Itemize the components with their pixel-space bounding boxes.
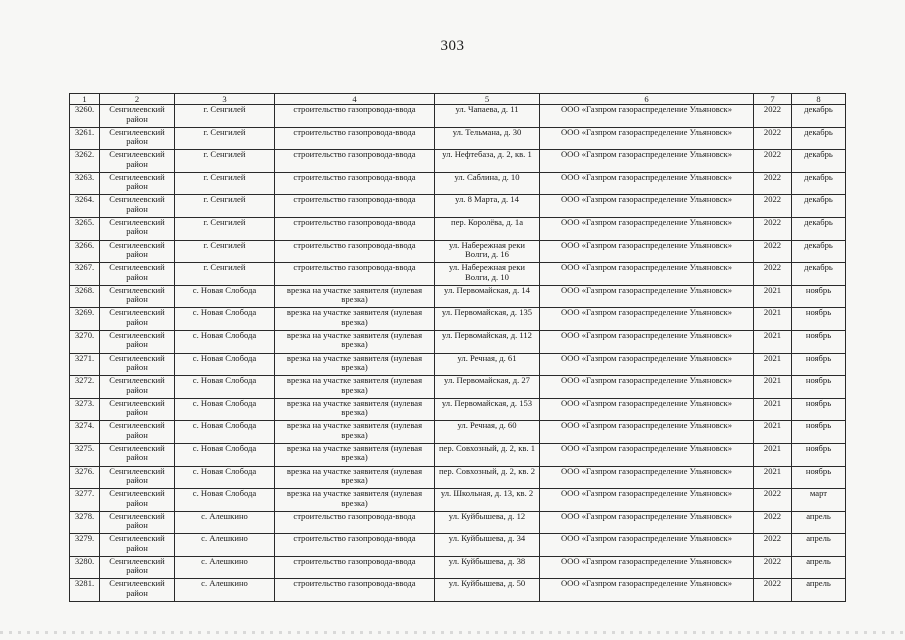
column-header: 4: [275, 94, 435, 105]
organization-cell: ООО «Газпром газораспределение Ульяновск»: [540, 534, 754, 557]
month-cell: ноябрь: [792, 330, 846, 353]
organization-cell: ООО «Газпром газораспределение Ульяновск»: [540, 285, 754, 308]
year-cell: 2022: [754, 105, 792, 128]
year-cell: 2021: [754, 421, 792, 444]
locality-cell: г. Сенгилей: [175, 127, 275, 150]
district-cell: Сенгилеевский район: [100, 263, 175, 286]
year-cell: 2022: [754, 217, 792, 240]
district-cell: Сенгилеевский район: [100, 353, 175, 376]
month-cell: декабрь: [792, 240, 846, 263]
month-cell: декабрь: [792, 195, 846, 218]
scan-artifact: [0, 631, 905, 634]
row-number: 3278.: [70, 511, 100, 534]
district-cell: Сенгилеевский район: [100, 150, 175, 173]
work-type-cell: врезка на участке заявителя (нулевая врезка): [275, 285, 435, 308]
month-cell: ноябрь: [792, 466, 846, 489]
locality-cell: г. Сенгилей: [175, 240, 275, 263]
year-cell: 2021: [754, 376, 792, 399]
locality-cell: г. Сенгилей: [175, 105, 275, 128]
work-type-cell: врезка на участке заявителя (нулевая врезка): [275, 353, 435, 376]
table-row: [70, 556, 846, 579]
month-cell: апрель: [792, 511, 846, 534]
locality-cell: г. Сенгилей: [175, 172, 275, 195]
row-number: 3260.: [70, 105, 100, 128]
organization-cell: ООО «Газпром газораспределение Ульяновск»: [540, 217, 754, 240]
table-row: [70, 263, 846, 286]
table-row: [70, 353, 846, 376]
year-cell: 2021: [754, 466, 792, 489]
locality-cell: с. Новая Слобода: [175, 489, 275, 512]
address-cell: пер. Совхозный, д. 2, кв. 2: [435, 466, 540, 489]
district-cell: Сенгилеевский район: [100, 511, 175, 534]
district-cell: Сенгилеевский район: [100, 398, 175, 421]
row-number: 3274.: [70, 421, 100, 444]
year-cell: 2021: [754, 353, 792, 376]
district-cell: Сенгилеевский район: [100, 195, 175, 218]
table-row: [70, 150, 846, 173]
row-number: 3267.: [70, 263, 100, 286]
column-header: 1: [70, 94, 100, 105]
month-cell: декабрь: [792, 150, 846, 173]
organization-cell: ООО «Газпром газораспределение Ульяновск»: [540, 466, 754, 489]
work-type-cell: строительство газопровода-ввода: [275, 172, 435, 195]
address-cell: пер. Совхозный, д. 2, кв. 1: [435, 443, 540, 466]
address-cell: ул. Речная, д. 61: [435, 353, 540, 376]
organization-cell: ООО «Газпром газораспределение Ульяновск»: [540, 421, 754, 444]
month-cell: декабрь: [792, 217, 846, 240]
address-cell: ул. Набережная реки Волги, д. 16: [435, 240, 540, 263]
table-row: [70, 308, 846, 331]
year-cell: 2022: [754, 534, 792, 557]
locality-cell: с. Новая Слобода: [175, 421, 275, 444]
work-type-cell: врезка на участке заявителя (нулевая врезка): [275, 330, 435, 353]
column-header: 6: [540, 94, 754, 105]
locality-cell: с. Новая Слобода: [175, 443, 275, 466]
organization-cell: ООО «Газпром газораспределение Ульяновск»: [540, 579, 754, 602]
address-cell: ул. Куйбышева, д. 50: [435, 579, 540, 602]
work-type-cell: строительство газопровода-ввода: [275, 105, 435, 128]
district-cell: Сенгилеевский район: [100, 376, 175, 399]
table-row: [70, 105, 846, 128]
work-type-cell: врезка на участке заявителя (нулевая врезка): [275, 489, 435, 512]
work-type-cell: строительство газопровода-ввода: [275, 511, 435, 534]
year-cell: 2022: [754, 150, 792, 173]
organization-cell: ООО «Газпром газораспределение Ульяновск»: [540, 511, 754, 534]
row-number: 3263.: [70, 172, 100, 195]
address-cell: ул. Речная, д. 60: [435, 421, 540, 444]
table-row: [70, 579, 846, 602]
district-cell: Сенгилеевский район: [100, 579, 175, 602]
organization-cell: ООО «Газпром газораспределение Ульяновск»: [540, 308, 754, 331]
work-type-cell: врезка на участке заявителя (нулевая врезка): [275, 421, 435, 444]
month-cell: декабрь: [792, 263, 846, 286]
table-row: [70, 240, 846, 263]
locality-cell: с. Алешкино: [175, 579, 275, 602]
year-cell: 2022: [754, 511, 792, 534]
work-type-cell: строительство газопровода-ввода: [275, 150, 435, 173]
registry-table: [69, 93, 846, 602]
column-header: 7: [754, 94, 792, 105]
row-number: 3275.: [70, 443, 100, 466]
table-row: [70, 376, 846, 399]
organization-cell: ООО «Газпром газораспределение Ульяновск»: [540, 556, 754, 579]
work-type-cell: врезка на участке заявителя (нулевая врезка): [275, 308, 435, 331]
table-row: [70, 330, 846, 353]
work-type-cell: врезка на участке заявителя (нулевая врезка): [275, 443, 435, 466]
month-cell: ноябрь: [792, 376, 846, 399]
table-row: [70, 466, 846, 489]
address-cell: ул. Первомайская, д. 112: [435, 330, 540, 353]
row-number: 3270.: [70, 330, 100, 353]
locality-cell: с. Новая Слобода: [175, 330, 275, 353]
organization-cell: ООО «Газпром газораспределение Ульяновск»: [540, 376, 754, 399]
month-cell: декабрь: [792, 172, 846, 195]
year-cell: 2021: [754, 285, 792, 308]
month-cell: ноябрь: [792, 398, 846, 421]
table-row: [70, 217, 846, 240]
table-row: [70, 127, 846, 150]
page-number: 303: [440, 38, 465, 54]
organization-cell: ООО «Газпром газораспределение Ульяновск»: [540, 195, 754, 218]
district-cell: Сенгилеевский район: [100, 421, 175, 444]
address-cell: ул. Куйбышева, д. 34: [435, 534, 540, 557]
row-number: 3276.: [70, 466, 100, 489]
month-cell: март: [792, 489, 846, 512]
address-cell: ул. Первомайская, д. 14: [435, 285, 540, 308]
row-number: 3268.: [70, 285, 100, 308]
year-cell: 2021: [754, 443, 792, 466]
locality-cell: г. Сенгилей: [175, 217, 275, 240]
table-row: [70, 534, 846, 557]
row-number: 3272.: [70, 376, 100, 399]
address-cell: ул. Первомайская, д. 27: [435, 376, 540, 399]
row-number: 3279.: [70, 534, 100, 557]
organization-cell: ООО «Газпром газораспределение Ульяновск»: [540, 330, 754, 353]
month-cell: декабрь: [792, 105, 846, 128]
row-number: 3262.: [70, 150, 100, 173]
organization-cell: ООО «Газпром газораспределение Ульяновск»: [540, 172, 754, 195]
column-header: 5: [435, 94, 540, 105]
year-cell: 2021: [754, 398, 792, 421]
row-number: 3277.: [70, 489, 100, 512]
district-cell: Сенгилеевский район: [100, 217, 175, 240]
row-number: 3271.: [70, 353, 100, 376]
organization-cell: ООО «Газпром газораспределение Ульяновск»: [540, 105, 754, 128]
address-cell: ул. Набережная реки Волги, д. 10: [435, 263, 540, 286]
work-type-cell: врезка на участке заявителя (нулевая врезка): [275, 376, 435, 399]
table-header-row: [70, 94, 846, 105]
district-cell: Сенгилеевский район: [100, 240, 175, 263]
district-cell: Сенгилеевский район: [100, 534, 175, 557]
row-number: 3264.: [70, 195, 100, 218]
month-cell: апрель: [792, 556, 846, 579]
column-header: 8: [792, 94, 846, 105]
locality-cell: с. Новая Слобода: [175, 308, 275, 331]
organization-cell: ООО «Газпром газораспределение Ульяновск»: [540, 398, 754, 421]
year-cell: 2022: [754, 127, 792, 150]
locality-cell: с. Алешкино: [175, 511, 275, 534]
work-type-cell: строительство газопровода-ввода: [275, 195, 435, 218]
district-cell: Сенгилеевский район: [100, 105, 175, 128]
district-cell: Сенгилеевский район: [100, 127, 175, 150]
locality-cell: г. Сенгилей: [175, 263, 275, 286]
work-type-cell: строительство газопровода-ввода: [275, 240, 435, 263]
row-number: 3280.: [70, 556, 100, 579]
year-cell: 2022: [754, 172, 792, 195]
organization-cell: ООО «Газпром газораспределение Ульяновск»: [540, 263, 754, 286]
row-number: 3261.: [70, 127, 100, 150]
month-cell: ноябрь: [792, 285, 846, 308]
work-type-cell: врезка на участке заявителя (нулевая врезка): [275, 466, 435, 489]
district-cell: Сенгилеевский район: [100, 556, 175, 579]
locality-cell: с. Новая Слобода: [175, 398, 275, 421]
locality-cell: с. Новая Слобода: [175, 285, 275, 308]
address-cell: ул. Школьная, д. 13, кв. 2: [435, 489, 540, 512]
work-type-cell: врезка на участке заявителя (нулевая врезка): [275, 398, 435, 421]
work-type-cell: строительство газопровода-ввода: [275, 579, 435, 602]
district-cell: Сенгилеевский район: [100, 308, 175, 331]
month-cell: апрель: [792, 579, 846, 602]
organization-cell: ООО «Газпром газораспределение Ульяновск»: [540, 127, 754, 150]
work-type-cell: строительство газопровода-ввода: [275, 534, 435, 557]
row-number: 3265.: [70, 217, 100, 240]
district-cell: Сенгилеевский район: [100, 466, 175, 489]
month-cell: ноябрь: [792, 421, 846, 444]
district-cell: Сенгилеевский район: [100, 285, 175, 308]
year-cell: 2021: [754, 308, 792, 331]
locality-cell: с. Новая Слобода: [175, 466, 275, 489]
locality-cell: г. Сенгилей: [175, 195, 275, 218]
row-number: 3281.: [70, 579, 100, 602]
address-cell: ул. Чапаева, д. 11: [435, 105, 540, 128]
address-cell: пер. Королёва, д. 1а: [435, 217, 540, 240]
organization-cell: ООО «Газпром газораспределение Ульяновск»: [540, 353, 754, 376]
work-type-cell: строительство газопровода-ввода: [275, 217, 435, 240]
organization-cell: ООО «Газпром газораспределение Ульяновск»: [540, 240, 754, 263]
locality-cell: с. Алешкино: [175, 556, 275, 579]
address-cell: ул. Нефтебаза, д. 2, кв. 1: [435, 150, 540, 173]
address-cell: ул. Первомайская, д. 135: [435, 308, 540, 331]
organization-cell: ООО «Газпром газораспределение Ульяновск»: [540, 489, 754, 512]
table-row: [70, 172, 846, 195]
address-cell: ул. 8 Марта, д. 14: [435, 195, 540, 218]
table-row: [70, 195, 846, 218]
row-number: 3269.: [70, 308, 100, 331]
locality-cell: с. Алешкино: [175, 534, 275, 557]
month-cell: ноябрь: [792, 443, 846, 466]
year-cell: 2022: [754, 556, 792, 579]
year-cell: 2022: [754, 579, 792, 602]
locality-cell: с. Новая Слобода: [175, 376, 275, 399]
address-cell: ул. Куйбышева, д. 12: [435, 511, 540, 534]
row-number: 3273.: [70, 398, 100, 421]
row-number: 3266.: [70, 240, 100, 263]
month-cell: декабрь: [792, 127, 846, 150]
address-cell: ул. Первомайская, д. 153: [435, 398, 540, 421]
month-cell: ноябрь: [792, 308, 846, 331]
address-cell: ул. Саблина, д. 10: [435, 172, 540, 195]
table-row: [70, 285, 846, 308]
table-row: [70, 443, 846, 466]
table-row: [70, 421, 846, 444]
table-row: [70, 489, 846, 512]
column-header: 3: [175, 94, 275, 105]
table-body: [70, 105, 846, 602]
district-cell: Сенгилеевский район: [100, 330, 175, 353]
address-cell: ул. Тельмана, д. 30: [435, 127, 540, 150]
table-row: [70, 511, 846, 534]
year-cell: 2022: [754, 195, 792, 218]
address-cell: ул. Куйбышева, д. 38: [435, 556, 540, 579]
district-cell: Сенгилеевский район: [100, 489, 175, 512]
work-type-cell: строительство газопровода-ввода: [275, 127, 435, 150]
year-cell: 2021: [754, 330, 792, 353]
locality-cell: г. Сенгилей: [175, 150, 275, 173]
district-cell: Сенгилеевский район: [100, 172, 175, 195]
organization-cell: ООО «Газпром газораспределение Ульяновск»: [540, 443, 754, 466]
work-type-cell: строительство газопровода-ввода: [275, 263, 435, 286]
column-header: 2: [100, 94, 175, 105]
district-cell: Сенгилеевский район: [100, 443, 175, 466]
month-cell: апрель: [792, 534, 846, 557]
table-row: [70, 398, 846, 421]
year-cell: 2022: [754, 489, 792, 512]
work-type-cell: строительство газопровода-ввода: [275, 556, 435, 579]
locality-cell: с. Новая Слобода: [175, 353, 275, 376]
year-cell: 2022: [754, 240, 792, 263]
organization-cell: ООО «Газпром газораспределение Ульяновск»: [540, 150, 754, 173]
month-cell: ноябрь: [792, 353, 846, 376]
year-cell: 2022: [754, 263, 792, 286]
